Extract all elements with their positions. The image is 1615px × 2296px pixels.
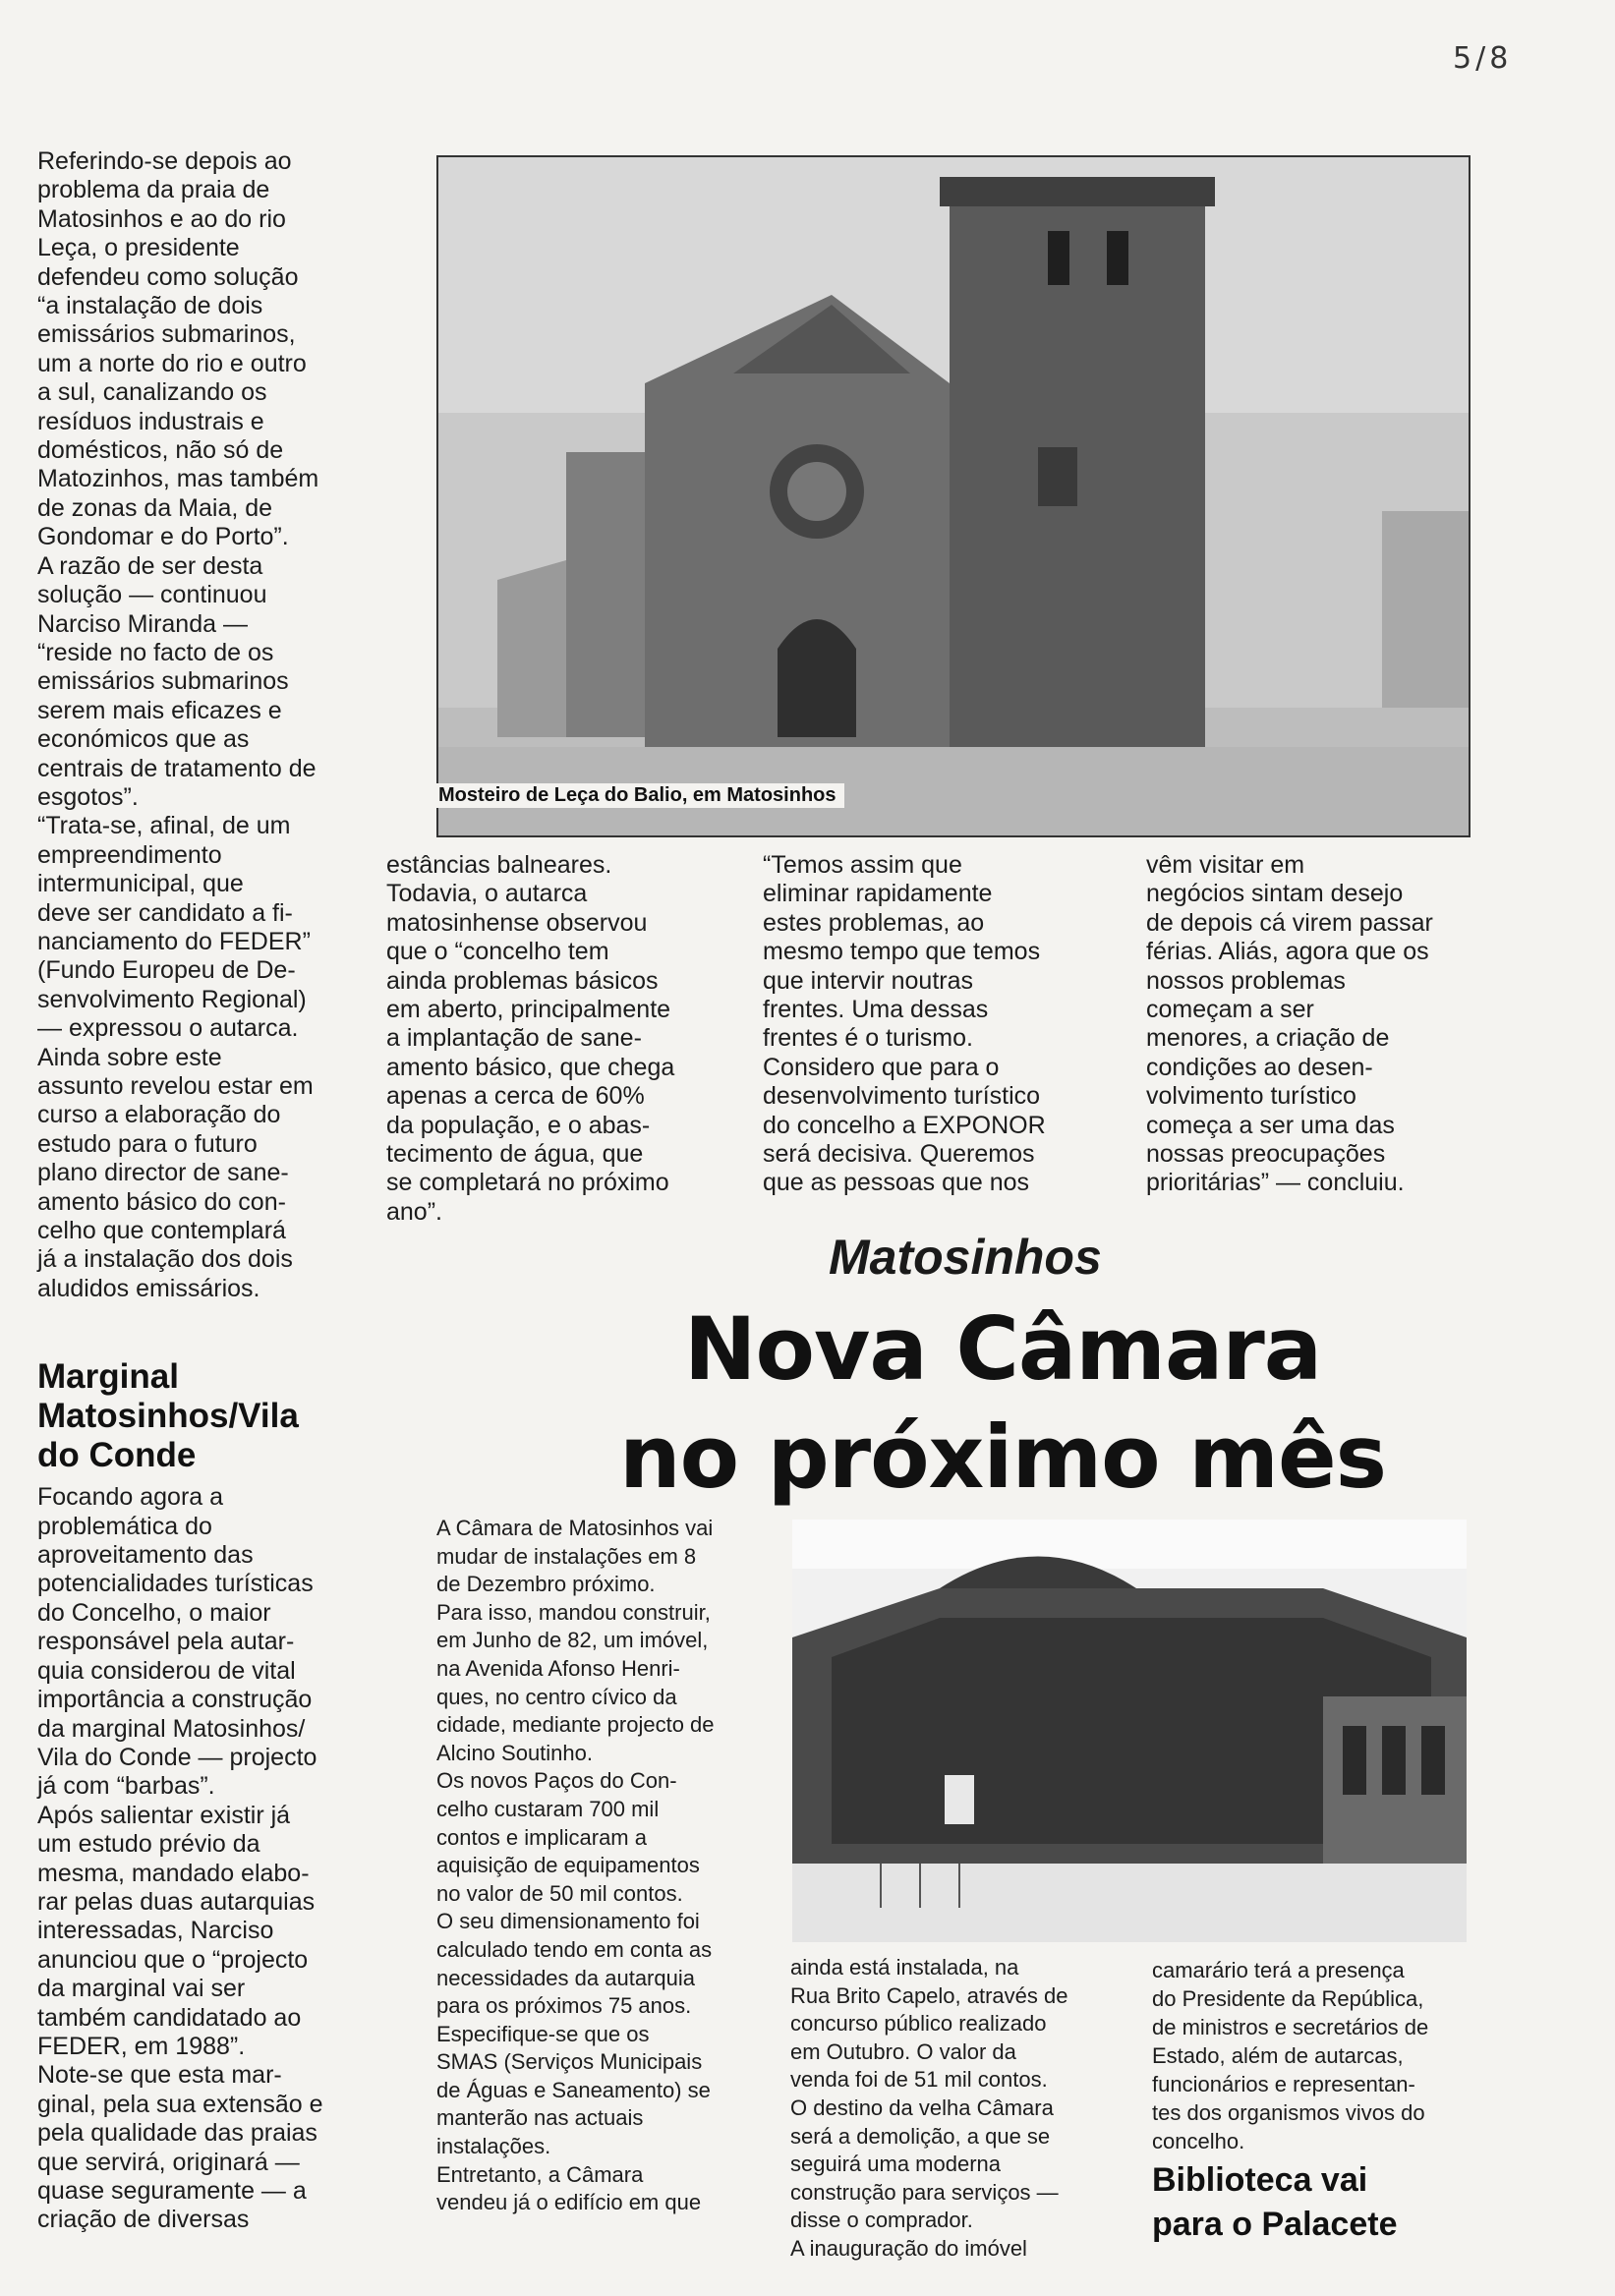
column-3-text: “Temos assim que eliminar rapidamente estes problemas, ao mesmo tempo que temos que intervir noutras frentes. Uma dessas frentes é o turismo. Considero que para o desenvolvimento turístico do concelho a EXPONOR será decisiva. Queremos que as pessoas que nos <box>763 851 1046 1197</box>
article-headline: Nova Câmara no próximo mês <box>618 1298 1387 1508</box>
article-2-column-a <box>436 1515 771 2217</box>
column-2-text: estâncias balneares. Todavia, o autarca matosinhense observou que o “concelho tem ainda problemas básicos em aberto, principalmente a implantação de sane- amento básico, que chega apenas a cerca de 60% da população, e o abas- tecimento de água, que se completará no próximo ano”. <box>386 851 675 1226</box>
column-4-text: vêm visitar em negócios sintam desejo de depois cá virem passar férias. Aliás, agora que os nossos problemas começam a ser menores, a criação de condições ao desen- volvimento turístico começa a ser uma das nossas preocupações prioritárias” — concluiu. <box>1146 851 1433 1197</box>
column-4 <box>1146 851 1480 1198</box>
article-2-column-c <box>1152 1956 1486 2247</box>
article-2-text-a: A Câmara de Matosinhos vai mudar de instalações em 8 de Dezembro próximo. Para isso, mandou construir, em Junho de 82, um imóvel, na Avenida Afonso Henri- ques, no centro cívico da cidade, mediante projecto de Alcino Soutinho. Os novos Paços do Con- celho custaram 700 mil contos e implicaram a aquisição de equipamentos no valor de 50 mil contos. O seu dimensionamento foi calculado tendo em conta as necessidades da autarquia para os próximos 75 anos. Especifique-se que os SMAS (Serviços Municipais de Águas e Saneamento) se manterão nas actuais instalações. Entretanto, a Câmara vendeu já o edifício em que <box>436 1516 715 2215</box>
article-2-column-b <box>790 1954 1125 2264</box>
column-2 <box>386 851 721 1227</box>
town-hall-image <box>792 1520 1467 1942</box>
page-number: 5/8 <box>1453 41 1513 76</box>
marginal-subheading: Marginal Matosinhos/Vila do Conde <box>37 1357 299 1475</box>
column-1-text-b: Focando agora a problemática do aproveitamento das potencialidades turísticas do Concelho, o maior responsável pela autar- quia considerou de vital importância a construção da marginal Matosinhos/ Vila do Conde — projecto já com “barbas”. Após salientar existir já um estudo prévio da mesma, mandado elabo- rar pelas duas autarquias interessadas, Narciso anunciou que o “projecto da marginal vai ser também candidatado ao FEDER, em 1988”. Note-se que esta mar- ginal, pela sua extensão e pela qualidade das praias que servirá, originará — quase seguramente — a criação de diversas <box>37 1483 323 2234</box>
article-2-text-b: ainda está instalada, na Rua Brito Capelo, através de concurso público realizado em Outubro. O valor da venda foi de 51 mil contos. O destino da velha Câmara será a demolição, a que se seguirá uma moderna construção para serviços — disse o comprador. A inauguração do imóvel <box>790 1955 1068 2261</box>
biblioteca-subheading: Biblioteca vai para o Palacete <box>1152 2161 1398 2243</box>
column-3 <box>763 851 1097 1198</box>
monastery-photo <box>436 155 1471 837</box>
monastery-image <box>438 157 1469 835</box>
photo-caption: Mosteiro de Leça do Balio, em Matosinhos <box>436 783 844 808</box>
town-hall-photo <box>792 1520 1467 1942</box>
article-kicker: Matosinhos <box>829 1230 1102 1285</box>
article-2-text-c: camarário terá a presença do Presidente da República, de ministros e secretários de Estado, além de autarcas, funcionários e representan- tes dos organismos vivos do concelho. <box>1152 1958 1429 2153</box>
column-1-text-a: Referindo-se depois ao problema da praia de Matosinhos e ao do rio Leça, o presidente defendeu como solução “a instalação de dois emissários submarinos, um a norte do rio e outro a sul, canalizando os resíduos industrais e domésticos, não só de Matozinhos, mas também de zonas da Maia, de Gondomar e do Porto”. A razão de ser desta solução — continuou Narciso Miranda — “reside no facto de os emissários submarinos serem mais eficazes e económicos que as centrais de tratamento de esgotos”. “Trata-se, afinal, de um empreendimento intermunicipal, que deve ser candidato a fi- nanciamento do FEDER” (Fundo Europeu de De- senvolvimento Regional) — expressou o autarca. Ainda sobre este assunto revelou estar em curso a elaboração do estudo para o futuro plano director de sane- amento básico do con- celho que contemplará já a instalação dos dois aludidos emissários. <box>37 147 319 1302</box>
column-1 <box>37 147 391 2235</box>
